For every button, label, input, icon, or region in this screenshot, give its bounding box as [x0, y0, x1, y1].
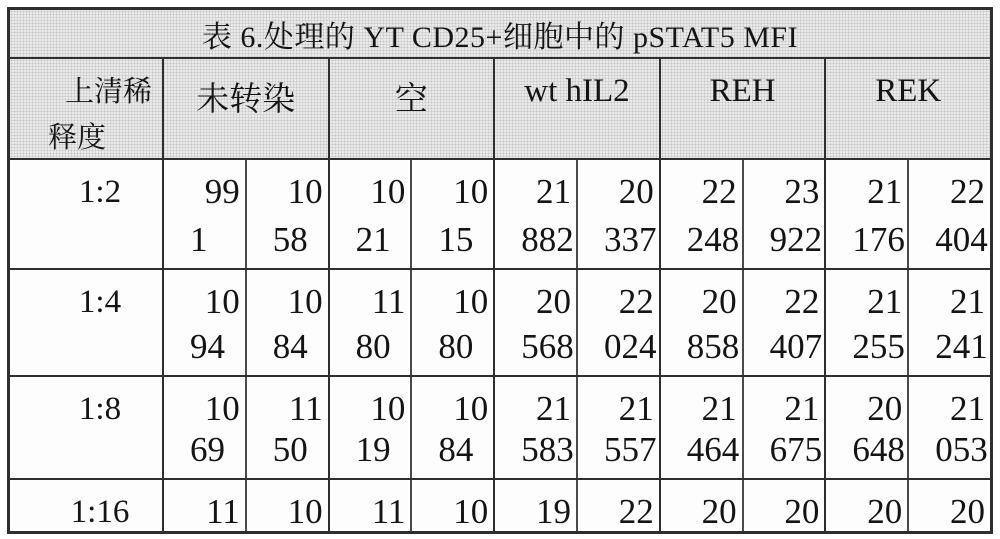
cell-value-line1: 21 — [867, 172, 903, 211]
table-cell — [493, 160, 576, 268]
table-cell — [576, 270, 659, 375]
cell-value-line2: 858 — [686, 327, 740, 366]
cell-value-line2: 053 — [935, 430, 988, 469]
cell-value-line1: 21 — [536, 389, 571, 428]
cell-value-line2: 80 — [438, 327, 474, 366]
cell-value-line2: 675 — [769, 430, 823, 469]
header-group-rek: REK — [824, 59, 990, 161]
table-cell — [742, 160, 825, 268]
header-group-wt-hil2: wt hIL2 — [493, 59, 659, 161]
cell-value-line1: 20 — [784, 492, 820, 531]
table-body — [10, 160, 990, 531]
cell-value-line1: 19 — [536, 492, 571, 531]
header-cell-dilution — [10, 59, 162, 161]
cell-value-line2: 882 — [521, 220, 574, 259]
cell-value-line1: 22 — [701, 172, 737, 211]
header-group-untransfected: 未转染 — [162, 59, 328, 161]
table-cell — [659, 480, 742, 531]
table-cell — [410, 480, 493, 531]
cell-value-line1: 10 — [453, 282, 489, 321]
table-cell — [824, 160, 907, 268]
table-row — [10, 377, 990, 480]
cell-value-line2: 21 — [355, 220, 391, 259]
cell-value-line2: 241 — [935, 327, 988, 366]
table-cell — [245, 270, 328, 375]
cell-value-line1: 21 — [950, 389, 985, 428]
table-cell — [162, 480, 245, 531]
cell-value-line2: 557 — [604, 430, 657, 469]
cell-value-line1: 10 — [204, 389, 240, 428]
table-cell — [659, 270, 742, 375]
cell-value-line1: 23 — [784, 172, 820, 211]
cell-value-line2: 80 — [355, 327, 391, 366]
cell-value-line1: 10 — [370, 389, 406, 428]
cell-value-line1: 22 — [618, 492, 654, 531]
row-dilution-label: 1:4 — [78, 284, 122, 320]
table-cell — [328, 377, 411, 478]
cell-value-line1: 11 — [288, 389, 323, 428]
cell-value-line1: 21 — [701, 389, 737, 428]
table-cell — [742, 377, 825, 478]
table-cell — [162, 377, 245, 478]
header-group-empty: 空 — [328, 59, 494, 161]
table-cell — [410, 160, 493, 268]
cell-value-line2: 583 — [521, 430, 574, 469]
table-cell — [493, 377, 576, 478]
table-cell — [907, 270, 990, 375]
cell-value-line2: 19 — [355, 430, 391, 469]
cell-value-line1: 20 — [701, 492, 737, 531]
cell-value-line2: 248 — [686, 220, 740, 259]
cell-value-line2: 648 — [852, 430, 905, 469]
cell-value-line1: 21 — [784, 389, 820, 428]
cell-value-line2: 404 — [935, 220, 988, 259]
row-dilution-label: 1:2 — [78, 174, 122, 210]
cell-value-line2: 94 — [190, 327, 225, 366]
table-cell — [907, 160, 990, 268]
table-cell — [824, 480, 907, 531]
cell-value-line1: 22 — [618, 282, 654, 321]
table-cell — [245, 377, 328, 478]
cell-value-line1: 10 — [287, 492, 323, 531]
cell-value-line2: 1 — [190, 220, 208, 259]
cell-value-line1: 10 — [453, 172, 489, 211]
cell-value-line1: 21 — [618, 389, 654, 428]
cell-value-line2: 58 — [272, 220, 308, 259]
cell-value-line2: 922 — [769, 220, 823, 259]
cell-value-line1: 20 — [950, 492, 985, 531]
cell-value-line1: 20 — [536, 282, 571, 321]
cell-value-line1: 10 — [204, 282, 240, 321]
cell-value-line1: 22 — [950, 172, 985, 211]
table-cell — [328, 270, 411, 375]
cell-value-line2: 464 — [686, 430, 740, 469]
table-cell — [245, 160, 328, 268]
table-cell — [742, 480, 825, 531]
cell-value-line1: 20 — [867, 492, 903, 531]
table-cell — [742, 270, 825, 375]
table-cell — [162, 160, 245, 268]
table-cell — [410, 270, 493, 375]
cell-value-line2: 15 — [438, 220, 474, 259]
table-cell — [328, 160, 411, 268]
cell-value-line1: 10 — [370, 172, 406, 211]
table-title: 表 6.处理的 YT CD25+细胞中的 pSTAT5 MFI — [201, 20, 799, 54]
cell-value-line1: 10 — [287, 172, 323, 211]
cell-value-line2: 69 — [190, 430, 225, 469]
header-group-reh: REH — [659, 59, 825, 161]
table-cell — [659, 160, 742, 268]
cell-value-line2: 84 — [272, 327, 308, 366]
table-cell — [824, 377, 907, 478]
table-cell — [824, 270, 907, 375]
cell-value-line1: 22 — [784, 282, 820, 321]
cell-value-line1: 10 — [287, 282, 323, 321]
table-header-row — [10, 59, 990, 160]
cell-value-line1: 11 — [206, 492, 240, 531]
table-cell — [659, 377, 742, 478]
cell-value-line1: 21 — [950, 282, 985, 321]
cell-value-line2: 337 — [604, 220, 657, 259]
table-cell — [328, 480, 411, 531]
row-dilution-label: 1:8 — [78, 391, 122, 427]
cell-value-line1: 20 — [701, 282, 737, 321]
table-cell — [493, 480, 576, 531]
cell-value-line1: 11 — [371, 282, 406, 321]
cell-value-line2: 176 — [852, 220, 905, 259]
cell-value-line1: 11 — [371, 492, 406, 531]
cell-value-line1: 20 — [867, 389, 903, 428]
pstat5-mfi-table — [7, 7, 993, 534]
header-dilution-line2: 释度 — [48, 122, 107, 154]
cell-value-line2: 255 — [852, 327, 905, 366]
cell-value-line1: 10 — [453, 389, 489, 428]
table-cell — [576, 377, 659, 478]
cell-value-line1: 99 — [204, 172, 240, 211]
cell-value-line2: 568 — [521, 327, 574, 366]
cell-value-line2: 024 — [604, 327, 657, 366]
table-cell — [576, 480, 659, 531]
cell-value-line1: 20 — [618, 172, 654, 211]
table-cell — [576, 160, 659, 268]
table-row — [10, 270, 990, 377]
cell-value-line1: 21 — [867, 282, 903, 321]
cell-value-line2: 84 — [438, 430, 474, 469]
table-cell — [410, 377, 493, 478]
table-cell — [162, 270, 245, 375]
cell-value-line2: 50 — [272, 430, 308, 469]
cell-value-line2: 407 — [769, 327, 823, 366]
header-dilution-line1: 上清稀 — [64, 76, 152, 108]
cell-value-line1: 21 — [536, 172, 571, 211]
table-row — [10, 160, 990, 270]
table-row — [10, 480, 990, 531]
table-cell — [245, 480, 328, 531]
table-title-row — [10, 10, 990, 59]
table-cell — [907, 480, 990, 531]
cell-value-line1: 10 — [453, 492, 489, 531]
row-dilution-label: 1:16 — [70, 494, 130, 530]
table-cell — [907, 377, 990, 478]
table-cell — [493, 270, 576, 375]
